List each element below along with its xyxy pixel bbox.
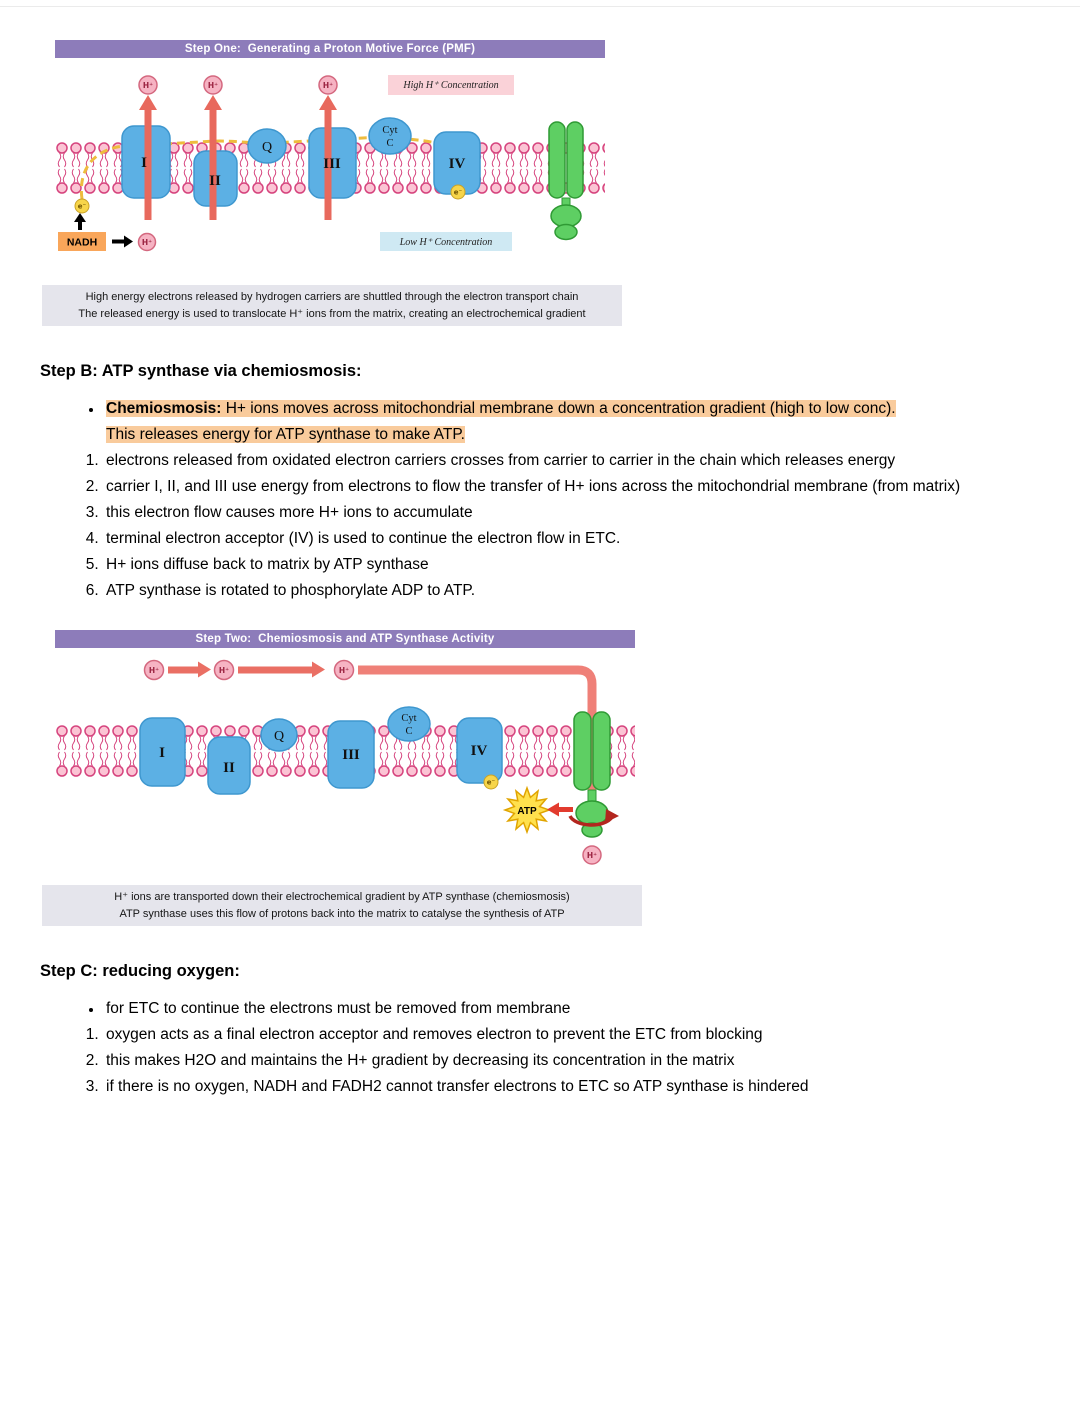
- caption-line: H⁺ ions are transported down their electrochemical gradient by ATP synthase (chemiosmosis): [114, 891, 570, 903]
- step-b-heading: Step B: ATP synthase via chemiosmosis:: [40, 362, 362, 380]
- h-plus-ion: [204, 76, 222, 94]
- atp-arrow-icon: [547, 803, 573, 817]
- low-concentration-label: [380, 232, 512, 251]
- diagram-step-one: [55, 40, 605, 326]
- electron-badge: [75, 199, 89, 213]
- complex-4-label: IV: [448, 156, 466, 172]
- cyt-c-label: C: [405, 726, 413, 737]
- h-plus-ion: [145, 661, 164, 680]
- h-plus-ion: [139, 234, 156, 251]
- svg-text:H⁺: H⁺: [207, 81, 219, 90]
- cyt-c-label: Cyt: [401, 713, 417, 724]
- diagram2-title: Step Two: Chemiosmosis and ATP Synthase Activity: [55, 630, 635, 648]
- complex-2-label: II: [223, 760, 235, 776]
- step-c-bullet: • for ETC to continue the electrons must be removed from membrane: [103, 996, 1010, 1022]
- svg-text:ATP: ATP: [517, 806, 537, 817]
- cyt-c-label: Cyt: [382, 125, 398, 136]
- step-c-heading: Step C: reducing oxygen:: [40, 962, 240, 980]
- step-b-item: 4. terminal electron acceptor (IV) is used to continue the electron flow in ETC.: [103, 526, 1010, 552]
- q-label: Q: [261, 140, 273, 155]
- diagram1-title: Step One: Generating a Proton Motive Force (PMF): [55, 40, 605, 58]
- svg-text:H⁺: H⁺: [586, 851, 598, 860]
- chemiosmosis-definition: H+ ions moves across mitochondrial membrane down a concentration gradient (high to low conc). This releases energy for ATP synthase to make ATP.: [106, 400, 896, 443]
- svg-text:e⁻: e⁻: [486, 778, 496, 787]
- step-b-item: 5. H+ ions diffuse back to matrix by ATP synthase: [103, 552, 1010, 578]
- diagram-step-two: [55, 630, 635, 926]
- complex-1-label: I: [159, 745, 165, 761]
- right-arrow-icon: [112, 236, 133, 248]
- q-label: Q: [273, 729, 285, 744]
- chemiosmosis-term: Chemiosmosis:: [106, 400, 222, 417]
- complex-4-label: IV: [470, 743, 488, 759]
- diagram2-caption: [42, 885, 642, 926]
- step-c-item: 2. this makes H2O and maintains the H+ gradient by decreasing its concentration in the matrix: [103, 1048, 1010, 1074]
- chemiosmosis-bullet: [103, 396, 1010, 448]
- h-plus-ion: [583, 846, 601, 864]
- complex-1-label: I: [141, 155, 147, 171]
- step-b-item: 1. electrons released from oxidated electron carriers crosses from carrier to carrier in the chain which releases energy: [103, 448, 1010, 474]
- cyt-c-label: C: [386, 138, 394, 149]
- electron-badge: [484, 775, 498, 789]
- svg-text:H⁺: H⁺: [141, 238, 153, 247]
- step-b-content: [40, 396, 1010, 604]
- diagram1-canvas: [55, 58, 605, 273]
- svg-text:H⁺: H⁺: [142, 81, 154, 90]
- complex-2-label: II: [209, 173, 221, 189]
- h-plus-ion: [139, 76, 157, 94]
- caption-line: High energy electrons released by hydrogen carriers are shuttled through the electron transport chain: [85, 291, 579, 303]
- svg-text:H⁺: H⁺: [338, 666, 350, 675]
- step-b-item: 2. carrier I, II, and III use energy from electrons to flow the transfer of H+ ions across the mitochondrial membrane (from matrix): [103, 474, 1010, 500]
- complex-3-label: III: [323, 156, 341, 172]
- h-plus-ion: [319, 76, 337, 94]
- svg-text:H⁺: H⁺: [218, 666, 230, 675]
- h-plus-ion: [335, 661, 354, 680]
- diagram2-canvas: [55, 648, 635, 873]
- step-b-item: 3. this electron flow causes more H+ ions to accumulate: [103, 500, 1010, 526]
- caption-line: The released energy is used to translocate H⁺ ions from the matrix, creating an electrochemical gradient: [78, 307, 586, 320]
- notes-page: [0, 6, 1080, 1403]
- proton-flow-arrows: [168, 662, 325, 678]
- step-c-item: 1. oxygen acts as a final electron acceptor and removes electron to prevent the ETC from blocking: [103, 1022, 1010, 1048]
- nadh-box: [58, 232, 106, 251]
- step-c-content: [40, 996, 1010, 1100]
- complex-3-label: III: [342, 747, 360, 763]
- caption-line: ATP synthase uses this flow of protons back into the matrix to catalyse the synthesis of ATP: [119, 907, 565, 920]
- atp-burst: [505, 788, 549, 832]
- svg-text:NADH: NADH: [66, 236, 98, 249]
- step-b-item: 6. ATP synthase is rotated to phosphorylate ADP to ATP.: [103, 578, 1010, 604]
- svg-text:H⁺: H⁺: [322, 81, 334, 90]
- svg-text:e⁻: e⁻: [453, 188, 463, 197]
- page-top-divider: [0, 6, 1080, 7]
- diagram1-caption: [42, 285, 622, 326]
- step-c-item: 3. if there is no oxygen, NADH and FADH2 cannot transfer electrons to ETC so ATP synthase is hindered: [103, 1074, 1010, 1100]
- svg-text:Low H⁺ Concentration: Low H⁺ Concentration: [399, 237, 493, 248]
- svg-text:High H⁺ Concentration: High H⁺ Concentration: [403, 80, 499, 91]
- h-plus-ion: [215, 661, 234, 680]
- svg-text:e⁻: e⁻: [77, 202, 87, 211]
- high-concentration-label: [388, 75, 514, 95]
- electron-badge: [451, 185, 465, 199]
- svg-text:H⁺: H⁺: [148, 666, 160, 675]
- up-arrow-icon: [74, 213, 86, 230]
